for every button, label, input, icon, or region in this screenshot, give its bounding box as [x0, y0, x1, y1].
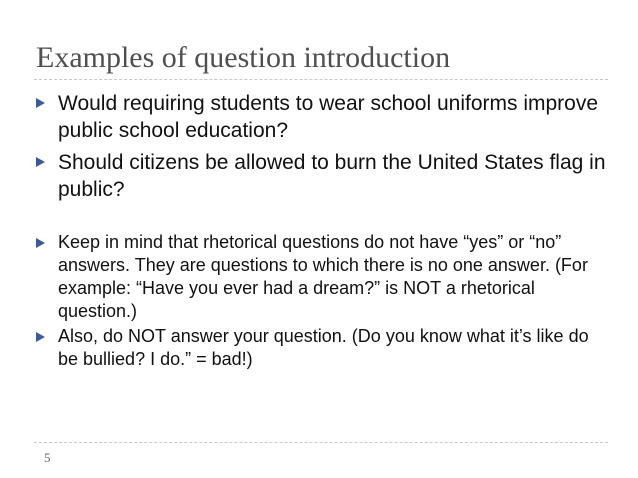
- triangle-right-icon: [36, 98, 45, 108]
- page-number: 5: [44, 450, 51, 465]
- triangle-right-icon: [36, 332, 45, 342]
- triangle-right-icon: [36, 157, 45, 167]
- bullet-item-4: Also, do NOT answer your question. (Do you know what it’s like do be bullied? I do.” = bad!): [58, 326, 589, 369]
- bullet-item-1: Would requiring students to wear school uniforms improve public school education?: [58, 92, 599, 142]
- footer-divider: [34, 442, 608, 443]
- bullet-item-3: Keep in mind that rhetorical questions do not have “yes” or “no” answers. They are questions to which there is no one answer. (For example: “Have you ever had a dream?” is NOT a rhetorical question.): [58, 232, 588, 321]
- slide-title: Examples of question introduction: [36, 41, 451, 74]
- triangle-right-icon: [36, 238, 45, 248]
- title-divider: [34, 79, 608, 80]
- bullet-item-2: Should citizens be allowed to burn the United States flag in public?: [58, 151, 606, 201]
